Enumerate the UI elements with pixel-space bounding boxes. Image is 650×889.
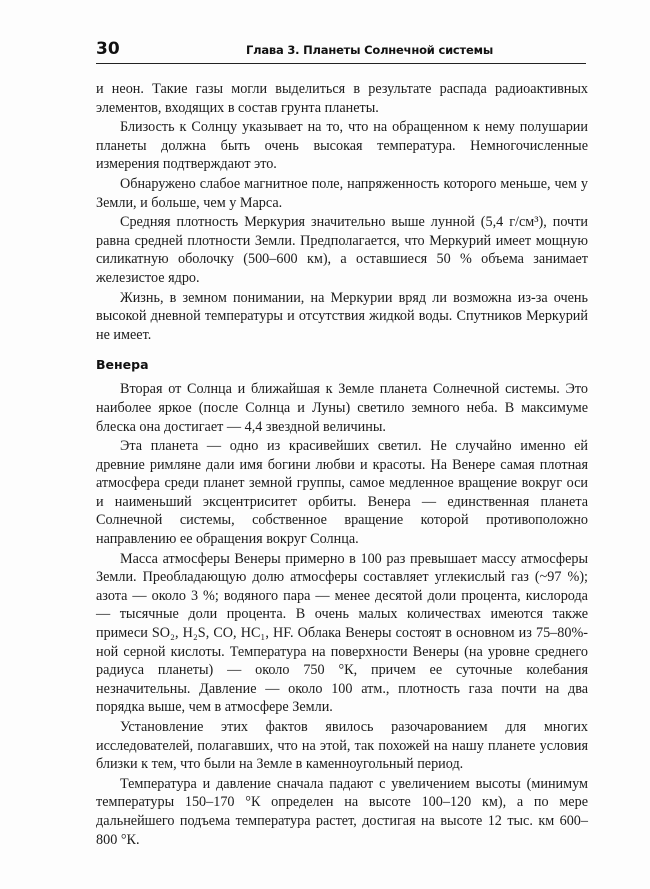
paragraph: Масса атмосферы Венеры примерно в 100 раз превышает массу атмосферы Земли. Преобладающую долю атмосферы составляет углекислый газ (~97 %); азота — около 3 %; водяного пара — менее десятой доли процента, кислорода — тысячные доли процента. В очень малых количествах имеются также примеси SO₂, H₂S, CO, HC₁, HF. Облака Венеры состоят в основном из 75–80%-ной серной кислоты. Температура на поверхности Венеры (на уровне среднего радиуса планеты) — около 750 °К, причем ее суточные колебания незначительны. Давление — около 100 атм., плотность газа почти на два порядка выше, чем в атмосфере Земли.: [96, 550, 588, 716]
paragraph: Жизнь, в земном понимании, на Меркурии вряд ли возможна из-за очень высокой дневной температуры и отсутствия жидкой воды. Спутников Меркурий не имеет.: [96, 289, 588, 343]
page-header: [96, 38, 586, 66]
section-heading: Венера: [96, 357, 149, 373]
page-number: 30: [96, 39, 120, 59]
paragraph: Обнаружено слабое магнитное поле, напряженность которого меньше, чем у Земли, и больше, чем у Марса.: [96, 175, 588, 211]
paragraph: Средняя плотность Меркурия значительно выше лунной (5,4 г/см³), почти равна средней плотности Земли. Предполагается, что Меркурий имеет мощную силикатную оболочку (500–600 км), а оставшиеся 50 % объема занимает железистое ядро.: [96, 214, 588, 286]
paragraph: Вторая от Солнца и ближайшая к Земле планета Солнечной системы. Это наиболее яркое (после Солнца и Луны) светило земного неба. В максимуме блеска она достигает — 4,4 звездной величины.: [96, 381, 588, 435]
header-rule: [96, 63, 586, 64]
page-body: [96, 80, 588, 849]
paragraph: Близость к Солнцу указывает на то, что на обращенном к нему полушарии планеты должна быть очень высокая температура. Немногочисленные измерения подтверждают это.: [96, 119, 588, 173]
paragraph-continued: и неон. Такие газы могли выделиться в результате распада радиоактивных элементов, входящих в состав грунта планеты.: [96, 81, 588, 116]
paragraph: Установление этих фактов явилось разочарованием для многих исследователей, полагавших, что на этой, так похожей на нашу планете условия близки к тем, что были на Земле в каменноугольный период.: [96, 719, 588, 773]
running-title: Глава 3. Планеты Солнечной системы: [246, 43, 494, 57]
paragraph: Температура и давление сначала падают с увеличением высоты (минимум температуры 150–170 °К определен на высоте 100–120 км), а по мере дальнейшего подъема температура растет, достигая на высоте 12 тыс. км 600–800 °К.: [96, 775, 588, 848]
paragraph: Эта планета — одно из красивейших светил. Не случайно именно ей древние римляне дали имя богини любви и красоты. На Венере самая плотная атмосфера среди планет земной группы, самое медленное вращение вокруг оси и наименьший эксцентриситет орбиты. Венера — единственная планета Солнечной системы, собственное вращение которой противоположно направлению ее обращения вокруг Солнца.: [96, 438, 588, 548]
